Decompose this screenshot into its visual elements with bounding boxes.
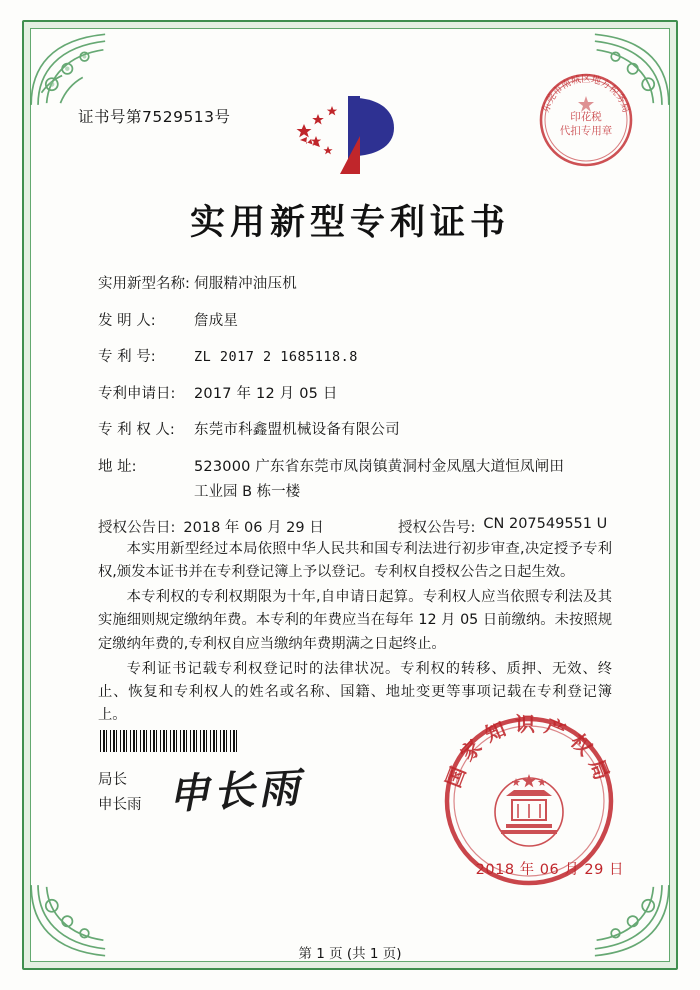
svg-text:印花税: 印花税 bbox=[570, 111, 602, 123]
field-value: 523000 广东省东莞市凤岗镇黄洞村金凤凰大道恒凤闸田 bbox=[194, 458, 565, 475]
svg-text:东莞市南城区地方税务局: 东莞市南城区地方税务局 bbox=[540, 74, 632, 115]
field-value: 2017 年 12 月 05 日 bbox=[194, 385, 338, 402]
field-row bbox=[98, 418, 620, 439]
legal-text bbox=[98, 538, 612, 729]
certificate-content bbox=[40, 40, 660, 950]
director-name-label: 申长雨 bbox=[98, 797, 142, 814]
grant-number-label: 授权公告号: bbox=[398, 520, 476, 536]
field-label: 专利申请日: bbox=[98, 385, 176, 402]
field-value: 伺服精冲油压机 bbox=[194, 276, 297, 292]
field-label: 发 明 人: bbox=[98, 312, 156, 329]
grant-date-value: 2018 年 06 月 29 日 bbox=[183, 520, 324, 536]
field-label: 实用新型名称: bbox=[98, 276, 190, 292]
director-title-label: 局长 bbox=[98, 772, 127, 788]
field-value: ZL 2017 2 1685118.8 bbox=[194, 349, 358, 365]
grant-date-label: 授权公告日: bbox=[98, 520, 176, 536]
paragraph: 本实用新型经过本局依照中华人民共和国专利法进行初步审查,决定授予专利权,颁发本证书并在专利登记簿上予以登记。专利权自授权公告之日起生效。 bbox=[98, 541, 612, 581]
svg-text:国家知识产权局: 国家知识产权局 bbox=[440, 712, 618, 791]
page-footer: 第 1 页 (共 1 页) bbox=[298, 946, 402, 962]
field-label: 地 址: bbox=[98, 458, 137, 475]
field-row bbox=[98, 455, 620, 476]
cnipa-emblem-icon bbox=[290, 88, 410, 180]
certificate-number: 证书号第7529513号 bbox=[78, 108, 231, 126]
field-value: 詹成星 bbox=[194, 312, 239, 329]
grant-number-value: CN 207549551 U bbox=[483, 516, 608, 532]
handwritten-signature: 申长雨 bbox=[167, 763, 305, 819]
field-value: 东莞市科鑫盟机械设备有限公司 bbox=[194, 422, 400, 438]
patent-barcode bbox=[100, 730, 238, 752]
signature-block bbox=[98, 768, 142, 819]
field-row bbox=[98, 309, 620, 330]
tax-stamp-seal bbox=[532, 66, 640, 174]
paragraph: 本专利权的专利权期限为十年,自申请日起算。专利权人应当依照专利法及其实施细则规定缴纳年费。本专利的年费应当在每年 12 月 05 日前缴纳。未按照规定缴纳年费的,专利权自应当缴纳年费期满之日起终止。 bbox=[98, 589, 612, 652]
patent-fields bbox=[98, 272, 620, 551]
field-label: 专 利 权 人: bbox=[98, 422, 175, 438]
svg-text:代扣专用章: 代扣专用章 bbox=[559, 125, 613, 137]
address-second-line: 工业园 B 栋一楼 bbox=[194, 484, 301, 500]
paragraph: 专利证书记载专利权登记时的法律状况。专利权的转移、质押、无效、终止、恢复和专利权人的姓名或名称、国籍、地址变更等事项记载在专利登记簿上。 bbox=[98, 660, 612, 724]
field-row bbox=[98, 272, 620, 293]
field-row bbox=[98, 382, 620, 403]
grant-row bbox=[98, 516, 620, 537]
seal-date: 2018 年 06 月 29 日 bbox=[475, 862, 624, 878]
page-title: 实用新型专利证书 bbox=[189, 203, 510, 243]
field-row bbox=[98, 345, 620, 366]
field-label: 专 利 号: bbox=[98, 349, 156, 365]
